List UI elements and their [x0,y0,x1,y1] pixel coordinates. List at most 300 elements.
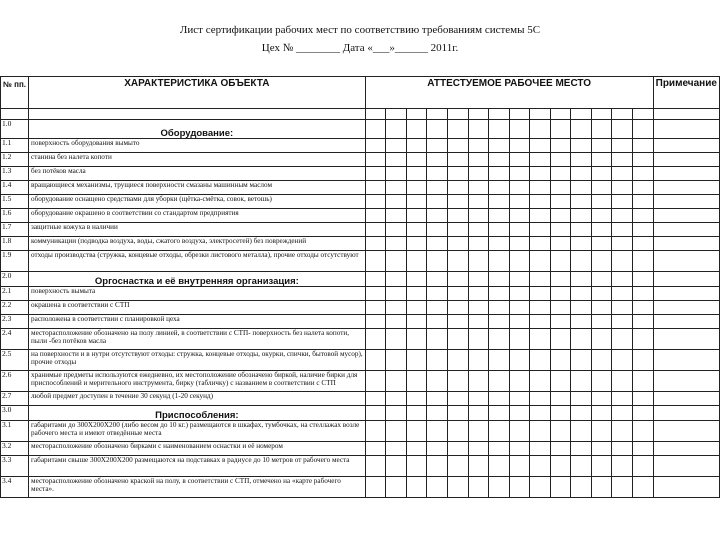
workplace-check-cell[interactable] [612,209,633,223]
workplace-check-cell[interactable] [530,272,551,287]
workplace-check-cell[interactable] [633,350,654,371]
workplace-check-cell[interactable] [550,477,571,498]
workplace-check-cell[interactable] [509,181,530,195]
workplace-check-cell[interactable] [591,153,612,167]
workplace-check-cell[interactable] [550,153,571,167]
workplace-check-cell[interactable] [530,392,551,406]
workplace-check-cell[interactable] [386,406,407,421]
workplace-check-cell[interactable] [427,139,448,153]
workplace-check-cell[interactable] [612,272,633,287]
workplace-check-cell[interactable] [406,287,427,301]
workplace-check-cell[interactable] [591,456,612,477]
workplace-check-cell[interactable] [489,272,510,287]
workplace-check-cell[interactable] [447,237,468,251]
workplace-check-cell[interactable] [530,301,551,315]
workplace-check-cell[interactable] [530,139,551,153]
workplace-check-cell[interactable] [427,251,448,272]
workplace-check-cell[interactable] [571,287,592,301]
workplace-check-cell[interactable] [530,195,551,209]
workplace-check-cell[interactable] [633,139,654,153]
workplace-check-cell[interactable] [365,371,386,392]
workplace-check-cell[interactable] [612,153,633,167]
workplace-check-cell[interactable] [386,209,407,223]
note-cell[interactable] [653,392,719,406]
workplace-check-cell[interactable] [365,287,386,301]
workplace-check-cell[interactable] [489,153,510,167]
workplace-check-cell[interactable] [591,301,612,315]
note-cell[interactable] [653,421,719,442]
workplace-check-cell[interactable] [386,251,407,272]
workplace-check-cell[interactable] [386,272,407,287]
workplace-check-cell[interactable] [489,329,510,350]
workplace-check-cell[interactable] [406,139,427,153]
workplace-check-cell[interactable] [550,209,571,223]
workplace-check-cell[interactable] [633,329,654,350]
workplace-check-cell[interactable] [427,442,448,456]
workplace-check-cell[interactable] [571,392,592,406]
workplace-check-cell[interactable] [365,477,386,498]
workplace-check-cell[interactable] [612,223,633,237]
workplace-check-cell[interactable] [591,442,612,456]
workplace-check-cell[interactable] [427,287,448,301]
workplace-check-cell[interactable] [447,209,468,223]
workplace-check-cell[interactable] [427,195,448,209]
workplace-check-cell[interactable] [550,301,571,315]
workplace-check-cell[interactable] [550,392,571,406]
workplace-check-cell[interactable] [406,406,427,421]
workplace-check-cell[interactable] [489,195,510,209]
workplace-check-cell[interactable] [386,477,407,498]
workplace-check-cell[interactable] [447,371,468,392]
workplace-check-cell[interactable] [386,195,407,209]
workplace-check-cell[interactable] [633,287,654,301]
note-cell[interactable] [653,287,719,301]
workplace-check-cell[interactable] [530,287,551,301]
workplace-check-cell[interactable] [530,120,551,139]
workplace-check-cell[interactable] [447,301,468,315]
workplace-check-cell[interactable] [571,315,592,329]
workplace-check-cell[interactable] [550,120,571,139]
workplace-check-cell[interactable] [591,209,612,223]
workplace-check-cell[interactable] [633,167,654,181]
workplace-check-cell[interactable] [468,181,489,195]
workplace-check-cell[interactable] [633,315,654,329]
workplace-check-cell[interactable] [489,477,510,498]
workplace-check-cell[interactable] [509,315,530,329]
workplace-check-cell[interactable] [633,392,654,406]
workplace-check-cell[interactable] [386,315,407,329]
note-cell[interactable] [653,251,719,272]
workplace-check-cell[interactable] [365,456,386,477]
workplace-check-cell[interactable] [612,315,633,329]
workplace-check-cell[interactable] [509,167,530,181]
workplace-check-cell[interactable] [365,301,386,315]
workplace-check-cell[interactable] [509,477,530,498]
workplace-check-cell[interactable] [530,477,551,498]
workplace-check-cell[interactable] [365,153,386,167]
workplace-check-cell[interactable] [427,329,448,350]
workplace-check-cell[interactable] [406,223,427,237]
workplace-check-cell[interactable] [591,329,612,350]
workplace-check-cell[interactable] [406,371,427,392]
workplace-check-cell[interactable] [427,167,448,181]
workplace-check-cell[interactable] [550,139,571,153]
workplace-check-cell[interactable] [386,456,407,477]
workplace-check-cell[interactable] [386,350,407,371]
workplace-check-cell[interactable] [509,223,530,237]
workplace-check-cell[interactable] [365,139,386,153]
workplace-check-cell[interactable] [509,421,530,442]
workplace-check-cell[interactable] [591,406,612,421]
workplace-check-cell[interactable] [447,287,468,301]
workplace-check-cell[interactable] [489,287,510,301]
workplace-check-cell[interactable] [530,456,551,477]
workplace-check-cell[interactable] [406,456,427,477]
workplace-check-cell[interactable] [509,272,530,287]
workplace-check-cell[interactable] [550,272,571,287]
workplace-check-cell[interactable] [447,272,468,287]
workplace-check-cell[interactable] [427,315,448,329]
workplace-check-cell[interactable] [633,272,654,287]
workplace-check-cell[interactable] [427,272,448,287]
workplace-check-cell[interactable] [365,237,386,251]
workplace-check-cell[interactable] [550,406,571,421]
workplace-check-cell[interactable] [365,329,386,350]
workplace-check-cell[interactable] [633,209,654,223]
workplace-check-cell[interactable] [509,139,530,153]
workplace-check-cell[interactable] [612,456,633,477]
workplace-check-cell[interactable] [447,442,468,456]
workplace-check-cell[interactable] [427,153,448,167]
workplace-check-cell[interactable] [386,392,407,406]
workplace-check-cell[interactable] [468,139,489,153]
workplace-check-cell[interactable] [489,181,510,195]
workplace-check-cell[interactable] [447,392,468,406]
workplace-check-cell[interactable] [633,120,654,139]
workplace-check-cell[interactable] [612,287,633,301]
workplace-check-cell[interactable] [468,237,489,251]
note-cell[interactable] [653,223,719,237]
workplace-check-cell[interactable] [427,456,448,477]
workplace-check-cell[interactable] [509,442,530,456]
workplace-check-cell[interactable] [591,223,612,237]
workplace-check-cell[interactable] [406,153,427,167]
workplace-check-cell[interactable] [447,195,468,209]
workplace-check-cell[interactable] [591,272,612,287]
workplace-check-cell[interactable] [509,237,530,251]
workplace-check-cell[interactable] [406,315,427,329]
workplace-check-cell[interactable] [489,139,510,153]
workplace-check-cell[interactable] [571,301,592,315]
workplace-check-cell[interactable] [509,287,530,301]
workplace-check-cell[interactable] [612,120,633,139]
note-cell[interactable] [653,456,719,477]
workplace-check-cell[interactable] [530,153,551,167]
workplace-check-cell[interactable] [633,406,654,421]
note-cell[interactable] [653,167,719,181]
workplace-check-cell[interactable] [406,421,427,442]
workplace-check-cell[interactable] [530,181,551,195]
workplace-check-cell[interactable] [571,329,592,350]
workplace-check-cell[interactable] [509,301,530,315]
workplace-check-cell[interactable] [427,421,448,442]
workplace-check-cell[interactable] [530,421,551,442]
workplace-check-cell[interactable] [612,167,633,181]
workplace-check-cell[interactable] [633,223,654,237]
workplace-check-cell[interactable] [591,392,612,406]
workplace-check-cell[interactable] [468,287,489,301]
workplace-check-cell[interactable] [468,371,489,392]
workplace-check-cell[interactable] [550,442,571,456]
workplace-check-cell[interactable] [406,251,427,272]
workplace-check-cell[interactable] [468,477,489,498]
workplace-check-cell[interactable] [571,272,592,287]
workplace-check-cell[interactable] [447,421,468,442]
workplace-check-cell[interactable] [468,209,489,223]
workplace-check-cell[interactable] [365,181,386,195]
workplace-check-cell[interactable] [447,406,468,421]
note-cell[interactable] [653,329,719,350]
workplace-check-cell[interactable] [406,195,427,209]
workplace-check-cell[interactable] [489,442,510,456]
workplace-check-cell[interactable] [612,350,633,371]
workplace-check-cell[interactable] [468,350,489,371]
workplace-check-cell[interactable] [591,287,612,301]
workplace-check-cell[interactable] [591,181,612,195]
workplace-check-cell[interactable] [509,350,530,371]
workplace-check-cell[interactable] [612,392,633,406]
workplace-check-cell[interactable] [571,371,592,392]
workplace-check-cell[interactable] [509,392,530,406]
workplace-check-cell[interactable] [406,272,427,287]
workplace-check-cell[interactable] [406,209,427,223]
note-cell[interactable] [653,139,719,153]
workplace-check-cell[interactable] [591,371,612,392]
workplace-check-cell[interactable] [571,350,592,371]
workplace-check-cell[interactable] [489,392,510,406]
workplace-check-cell[interactable] [365,392,386,406]
workplace-check-cell[interactable] [633,237,654,251]
workplace-check-cell[interactable] [530,371,551,392]
workplace-check-cell[interactable] [633,195,654,209]
note-cell[interactable] [653,153,719,167]
note-cell[interactable] [653,120,719,139]
workplace-check-cell[interactable] [612,371,633,392]
workplace-check-cell[interactable] [633,153,654,167]
workplace-check-cell[interactable] [509,195,530,209]
workplace-check-cell[interactable] [489,301,510,315]
workplace-check-cell[interactable] [550,350,571,371]
workplace-check-cell[interactable] [365,209,386,223]
note-cell[interactable] [653,371,719,392]
workplace-check-cell[interactable] [468,421,489,442]
workplace-check-cell[interactable] [406,120,427,139]
workplace-check-cell[interactable] [612,181,633,195]
note-cell[interactable] [653,442,719,456]
workplace-check-cell[interactable] [468,392,489,406]
workplace-check-cell[interactable] [406,301,427,315]
workplace-check-cell[interactable] [427,120,448,139]
workplace-check-cell[interactable] [427,477,448,498]
workplace-check-cell[interactable] [406,329,427,350]
workplace-check-cell[interactable] [468,456,489,477]
workplace-check-cell[interactable] [489,209,510,223]
note-cell[interactable] [653,272,719,287]
workplace-check-cell[interactable] [386,237,407,251]
workplace-check-cell[interactable] [406,392,427,406]
workplace-check-cell[interactable] [365,350,386,371]
workplace-check-cell[interactable] [633,181,654,195]
workplace-check-cell[interactable] [571,209,592,223]
workplace-check-cell[interactable] [509,371,530,392]
workplace-check-cell[interactable] [571,120,592,139]
workplace-check-cell[interactable] [591,139,612,153]
workplace-check-cell[interactable] [612,139,633,153]
workplace-check-cell[interactable] [468,167,489,181]
workplace-check-cell[interactable] [447,350,468,371]
workplace-check-cell[interactable] [591,251,612,272]
workplace-check-cell[interactable] [365,195,386,209]
workplace-check-cell[interactable] [530,406,551,421]
workplace-check-cell[interactable] [550,195,571,209]
workplace-check-cell[interactable] [386,329,407,350]
workplace-check-cell[interactable] [406,181,427,195]
workplace-check-cell[interactable] [447,456,468,477]
workplace-check-cell[interactable] [365,251,386,272]
note-cell[interactable] [653,315,719,329]
workplace-check-cell[interactable] [468,251,489,272]
workplace-check-cell[interactable] [447,223,468,237]
workplace-check-cell[interactable] [530,350,551,371]
workplace-check-cell[interactable] [509,209,530,223]
note-cell[interactable] [653,195,719,209]
workplace-check-cell[interactable] [509,251,530,272]
workplace-check-cell[interactable] [386,181,407,195]
workplace-check-cell[interactable] [447,167,468,181]
workplace-check-cell[interactable] [489,421,510,442]
workplace-check-cell[interactable] [447,329,468,350]
workplace-check-cell[interactable] [571,237,592,251]
workplace-check-cell[interactable] [612,442,633,456]
workplace-check-cell[interactable] [591,237,612,251]
workplace-check-cell[interactable] [365,442,386,456]
workplace-check-cell[interactable] [447,315,468,329]
workplace-check-cell[interactable] [509,406,530,421]
workplace-check-cell[interactable] [489,251,510,272]
workplace-check-cell[interactable] [550,167,571,181]
note-cell[interactable] [653,301,719,315]
workplace-check-cell[interactable] [530,315,551,329]
workplace-check-cell[interactable] [509,120,530,139]
workplace-check-cell[interactable] [489,371,510,392]
workplace-check-cell[interactable] [427,301,448,315]
workplace-check-cell[interactable] [447,251,468,272]
workplace-check-cell[interactable] [633,456,654,477]
workplace-check-cell[interactable] [509,456,530,477]
workplace-check-cell[interactable] [365,406,386,421]
workplace-check-cell[interactable] [406,237,427,251]
workplace-check-cell[interactable] [571,251,592,272]
workplace-check-cell[interactable] [386,301,407,315]
workplace-check-cell[interactable] [571,421,592,442]
workplace-check-cell[interactable] [489,167,510,181]
workplace-check-cell[interactable] [468,442,489,456]
workplace-check-cell[interactable] [468,315,489,329]
workplace-check-cell[interactable] [591,120,612,139]
workplace-check-cell[interactable] [386,442,407,456]
note-cell[interactable] [653,237,719,251]
workplace-check-cell[interactable] [612,195,633,209]
workplace-check-cell[interactable] [468,301,489,315]
note-cell[interactable] [653,477,719,498]
workplace-check-cell[interactable] [571,477,592,498]
workplace-check-cell[interactable] [530,442,551,456]
workplace-check-cell[interactable] [386,153,407,167]
workplace-check-cell[interactable] [571,406,592,421]
workplace-check-cell[interactable] [612,406,633,421]
workplace-check-cell[interactable] [612,301,633,315]
workplace-check-cell[interactable] [386,421,407,442]
workplace-check-cell[interactable] [612,251,633,272]
workplace-check-cell[interactable] [633,301,654,315]
workplace-check-cell[interactable] [365,167,386,181]
workplace-check-cell[interactable] [530,237,551,251]
workplace-check-cell[interactable] [386,120,407,139]
workplace-check-cell[interactable] [447,120,468,139]
workplace-check-cell[interactable] [550,287,571,301]
workplace-check-cell[interactable] [386,371,407,392]
workplace-check-cell[interactable] [550,223,571,237]
workplace-check-cell[interactable] [427,406,448,421]
workplace-check-cell[interactable] [468,153,489,167]
workplace-check-cell[interactable] [571,139,592,153]
workplace-check-cell[interactable] [591,315,612,329]
workplace-check-cell[interactable] [447,477,468,498]
workplace-check-cell[interactable] [571,195,592,209]
workplace-check-cell[interactable] [427,181,448,195]
workplace-check-cell[interactable] [468,329,489,350]
workplace-check-cell[interactable] [571,456,592,477]
workplace-check-cell[interactable] [427,237,448,251]
workplace-check-cell[interactable] [386,139,407,153]
workplace-check-cell[interactable] [468,195,489,209]
workplace-check-cell[interactable] [550,251,571,272]
workplace-check-cell[interactable] [633,421,654,442]
workplace-check-cell[interactable] [509,153,530,167]
workplace-check-cell[interactable] [612,421,633,442]
workplace-check-cell[interactable] [571,442,592,456]
workplace-check-cell[interactable] [591,350,612,371]
workplace-check-cell[interactable] [427,209,448,223]
workplace-check-cell[interactable] [591,167,612,181]
workplace-check-cell[interactable] [612,477,633,498]
workplace-check-cell[interactable] [386,223,407,237]
workplace-check-cell[interactable] [365,272,386,287]
workplace-check-cell[interactable] [447,153,468,167]
workplace-check-cell[interactable] [489,406,510,421]
note-cell[interactable] [653,209,719,223]
workplace-check-cell[interactable] [550,371,571,392]
workplace-check-cell[interactable] [365,315,386,329]
workplace-check-cell[interactable] [427,371,448,392]
workplace-check-cell[interactable] [509,329,530,350]
workplace-check-cell[interactable] [386,167,407,181]
note-cell[interactable] [653,181,719,195]
workplace-check-cell[interactable] [571,223,592,237]
workplace-check-cell[interactable] [406,477,427,498]
workplace-check-cell[interactable] [468,272,489,287]
note-cell[interactable] [653,350,719,371]
